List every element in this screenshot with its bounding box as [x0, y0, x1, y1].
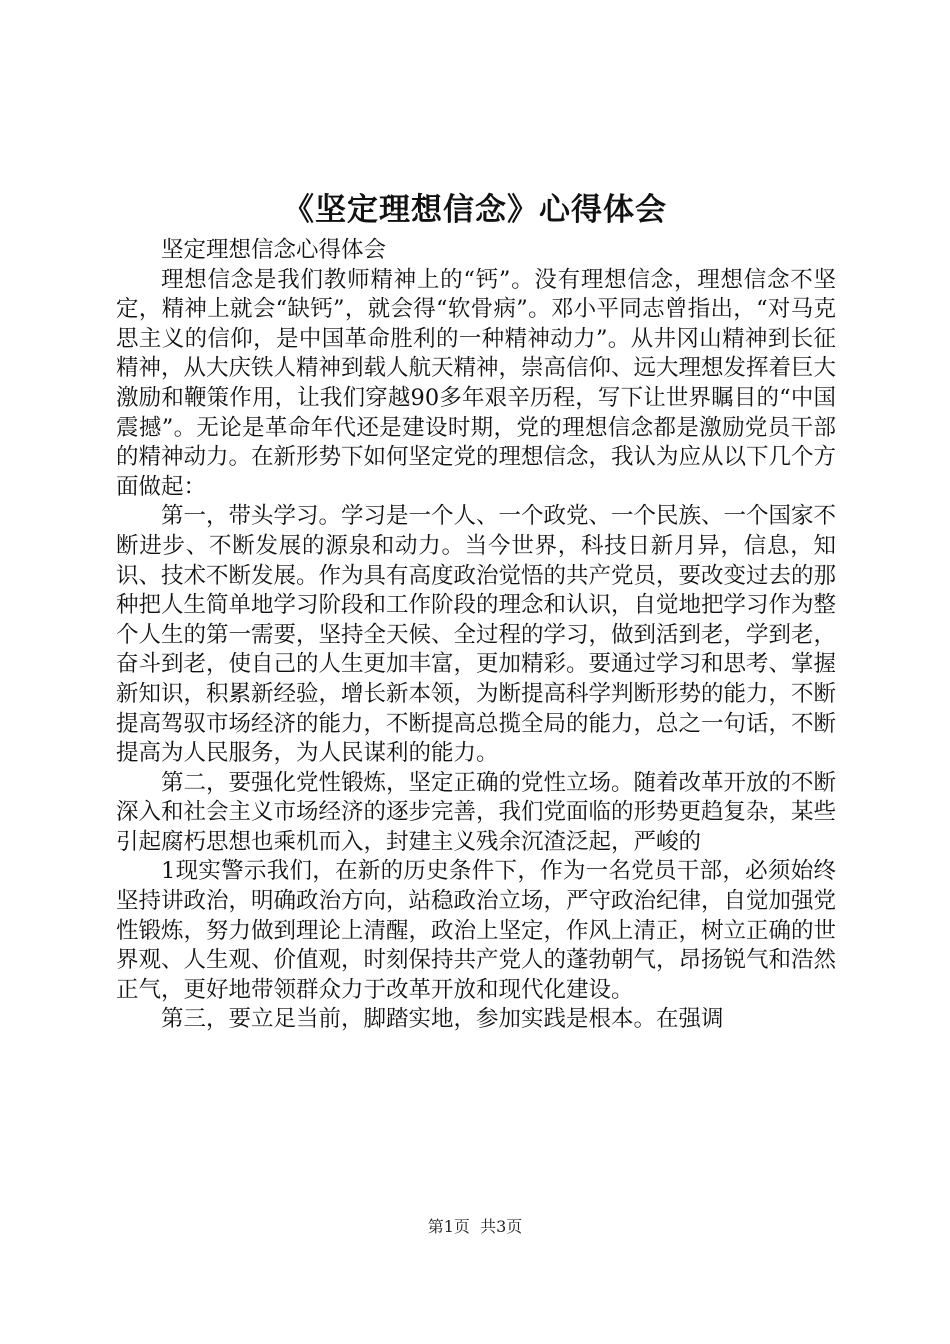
paragraph-first-point: 第一，带头学习。学习是一个人、一个政党、一个民族、一个国家不断进步、不断发展的源泉和动力。当今世界，科技日新月异，信息，知识、技术不断发展。作为具有高度政治觉悟的共产党员，要改变过去的那种把人生简单地学习阶段和工作阶段的理念和认识，自觉地把学习作为整个人生的第一需要，坚持全天候、全过程的学习，做到活到老，学到老，奋斗到老，使自己的人生更加丰富，更加精彩。要通过学习和思考、掌握新知识，积累新经验，增长新本领，为断提高科学判断形势的能力，不断提高驾驭市场经济的能力，不断提高总揽全局的能力，总之一句话，不断提高为人民服务，为人民谋利的能力。 — [116, 503, 837, 767]
page-number: 第1页 — [427, 1217, 470, 1236]
page-total: 共3页 — [480, 1217, 523, 1236]
paragraph-third-point: 第三，要立足当前，脚踏实地，参加实践是根本。在强调 — [161, 1006, 724, 1033]
paragraph-second-point-continued: 1现实警示我们，在新的历史条件下，作为一名党员干部，必须始终坚持讲政治，明确政治方向，站稳政治立场，严守政治纪律，自觉加强党性锻炼，努力做到理论上清醒，政治上坚定，作风上清正，树立正确的世界观、人生观、价值观，时刻保持共产党人的蓬勃朝气，昂扬锐气和浩然正气，更好地带领群众力于改革开放和现代化建设。 — [116, 858, 837, 1003]
page-footer — [0, 1217, 950, 1237]
document-body — [116, 236, 836, 1035]
paragraph-subtitle: 坚定理想信念心得体会 — [161, 237, 387, 263]
paragraph-second-point: 第二，要强化党性锻炼，坚定正确的党性立场。随着改革开放的不断深入和社会主义市场经济的逐步完善，我们党面临的形势更趋复杂，某些引起腐朽思想也乘机而入，封建主义残余沉渣泛起，严峻的 — [116, 769, 837, 855]
document-title: 《坚定理想信念》心得体会 — [283, 192, 667, 228]
paragraph-intro: 理想信念是我们教师精神上的“钙”。没有理想信念，理想信念不坚定，精神上就会“缺钙”，就会得“软骨病”。邓小平同志曾指出，“对马克思主义的信仰，是中国革命胜利的一种精神动力”。从井冈山精神到长征精神，从大庆铁人精神到载人航天精神，崇高信仰、远大理想发挥着巨大激励和鞭策作用，让我们穿越90多年艰辛历程，写下让世界瞩目的“中国震撼”。无论是革命年代还是建设时期，党的理想信念都是激励党员干部的精神动力。在新形势下如何坚定党的理想信念，我认为应从以下几个方面做起： — [116, 266, 837, 500]
